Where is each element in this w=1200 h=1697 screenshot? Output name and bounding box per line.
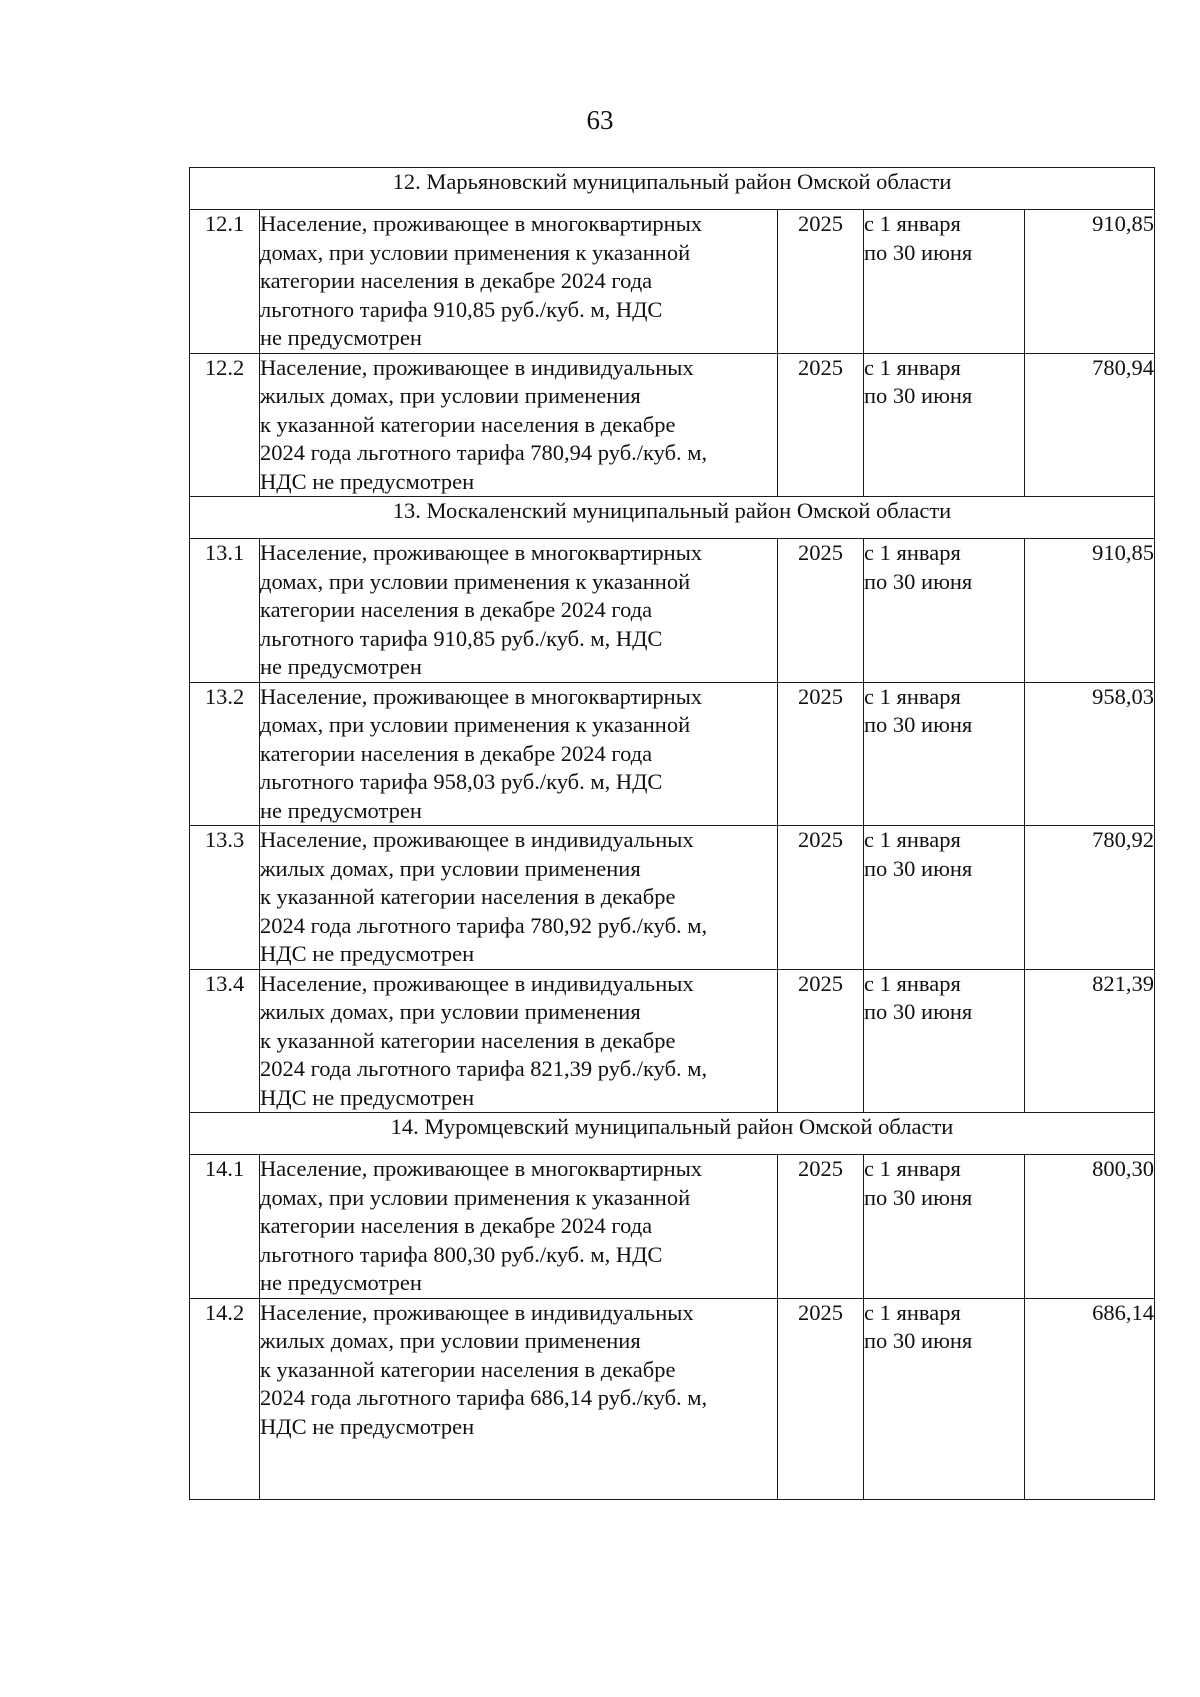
section-title: 13. Москаленский муниципальный район Омской области — [190, 497, 1155, 539]
category-text-line: домах, при условии применения к указанной — [260, 1184, 691, 1210]
consumer-category — [260, 353, 778, 497]
tariff-value: 780,94 — [1025, 353, 1155, 497]
category-text-line: к указанной категории населения в декабре — [260, 411, 676, 437]
category-text-line: Население, проживающее в многоквартирных — [260, 211, 703, 236]
year: 2025 — [778, 539, 864, 683]
period — [864, 826, 1025, 970]
category-text-line: к указанной категории населения в декабре — [260, 884, 676, 909]
category-text-line: Население, проживающее в индивидуальных — [260, 827, 694, 852]
category-text-line: домах, при условии применения к указанной — [260, 712, 691, 737]
category-text-line: льготного тарифа 800,30 руб./куб. м, НДС — [260, 1241, 663, 1267]
section-header-row — [190, 1113, 1155, 1155]
category-text-line: 2024 года льготного тарифа 686,14 руб./куб. м, — [260, 1385, 708, 1410]
row-number: 13.3 — [190, 826, 260, 970]
year: 2025 — [778, 1155, 864, 1299]
category-text-line: категории населения в декабре 2024 года — [260, 1213, 653, 1238]
year: 2025 — [778, 969, 864, 1113]
row-number: 12.1 — [190, 210, 260, 354]
category-text-line: льготного тарифа 910,85 руб./куб. м, НДС — [260, 625, 663, 651]
category-text-line: домах, при условии применения к указанной — [260, 568, 691, 594]
category-text-line: к указанной категории населения в декабре — [260, 1356, 676, 1382]
tariff-table-body — [190, 168, 1155, 1500]
tariff-value: 910,85 — [1025, 539, 1155, 683]
table-row — [190, 210, 1155, 354]
period-to: по 30 июня — [864, 1184, 973, 1210]
section-title: 14. Муромцевский муниципальный район Омской области — [190, 1113, 1155, 1155]
period-from: с 1 января — [864, 1156, 961, 1181]
consumer-category — [260, 826, 778, 970]
tariff-value: 821,39 — [1025, 969, 1155, 1113]
category-text-line: жилых домах, при условии применения — [260, 383, 641, 408]
period — [864, 353, 1025, 497]
row-number: 14.2 — [190, 1298, 260, 1500]
period-from: с 1 января — [864, 211, 961, 236]
consumer-category — [260, 969, 778, 1113]
consumer-category — [260, 539, 778, 683]
row-number: 12.2 — [190, 353, 260, 497]
category-text-line: Население, проживающее в многоквартирных — [260, 1156, 703, 1181]
category-text-line: категории населения в декабре 2024 года — [260, 740, 653, 766]
category-text-line: 2024 года льготного тарифа 821,39 руб./куб. м, — [260, 1056, 708, 1081]
table-row — [190, 539, 1155, 683]
row-number: 13.2 — [190, 682, 260, 826]
period-to: по 30 июня — [864, 1328, 973, 1353]
category-text-line: 2024 года льготного тарифа 780,94 руб./куб. м, — [260, 440, 708, 465]
section-header-row — [190, 168, 1155, 210]
category-text-line: к указанной категории населения в декабре — [260, 1027, 676, 1053]
table-row — [190, 1298, 1155, 1500]
period-to: по 30 июня — [864, 568, 973, 594]
tariff-value: 910,85 — [1025, 210, 1155, 354]
period-to: по 30 июня — [864, 383, 973, 408]
period-from: с 1 января — [864, 1299, 961, 1325]
period — [864, 539, 1025, 683]
category-text-line: Население, проживающее в индивидуальных — [260, 1299, 694, 1325]
period-from: с 1 января — [864, 540, 961, 565]
year: 2025 — [778, 210, 864, 354]
category-text-line: Население, проживающее в индивидуальных — [260, 354, 694, 380]
table-row — [190, 1155, 1155, 1299]
consumer-category — [260, 1155, 778, 1299]
category-text-line: категории населения в декабре 2024 года — [260, 597, 653, 622]
row-number: 14.1 — [190, 1155, 260, 1299]
period-from: с 1 января — [864, 683, 961, 709]
year: 2025 — [778, 353, 864, 497]
tariff-value: 686,14 — [1025, 1298, 1155, 1500]
consumer-category — [260, 682, 778, 826]
period-to: по 30 июня — [864, 999, 973, 1024]
period — [864, 210, 1025, 354]
period — [864, 1155, 1025, 1299]
category-text-line: НДС не предусмотрен — [260, 1413, 475, 1439]
period-from: с 1 января — [864, 827, 961, 852]
table-row — [190, 826, 1155, 970]
table-row — [190, 682, 1155, 826]
category-text-line: Население, проживающее в многоквартирных — [260, 683, 703, 709]
section-title: 12. Марьяновский муниципальный район Омской области — [190, 168, 1155, 210]
period — [864, 682, 1025, 826]
category-text-line: НДС не предусмотрен — [260, 468, 475, 494]
category-text-line: не предусмотрен — [260, 654, 422, 679]
category-text-line: НДС не предусмотрен — [260, 941, 475, 966]
page-number: 63 — [586, 105, 614, 135]
tariff-value: 958,03 — [1025, 682, 1155, 826]
consumer-category — [260, 210, 778, 354]
category-text-line: категории населения в декабре 2024 года — [260, 268, 653, 293]
tariff-value: 800,30 — [1025, 1155, 1155, 1299]
category-text-line: домах, при условии применения к указанной — [260, 239, 691, 265]
year: 2025 — [778, 682, 864, 826]
category-text-line: Население, проживающее в индивидуальных — [260, 970, 694, 996]
category-text-line: Население, проживающее в многоквартирных — [260, 540, 703, 565]
year: 2025 — [778, 1298, 864, 1500]
category-text-line: льготного тарифа 958,03 руб./куб. м, НДС — [260, 769, 663, 794]
consumer-category — [260, 1298, 778, 1500]
table-row — [190, 969, 1155, 1113]
period-from: с 1 января — [864, 354, 961, 380]
period — [864, 969, 1025, 1113]
category-text-line: не предусмотрен — [260, 797, 422, 823]
row-number: 13.1 — [190, 539, 260, 683]
category-text-line: 2024 года льготного тарифа 780,92 руб./куб. м, — [260, 912, 708, 938]
period-from: с 1 января — [864, 970, 961, 996]
category-text-line: НДС не предусмотрен — [260, 1084, 475, 1110]
category-text-line: не предусмотрен — [260, 1270, 422, 1295]
period-to: по 30 июня — [864, 239, 973, 265]
tariff-value: 780,92 — [1025, 826, 1155, 970]
tariff-table — [189, 167, 1155, 1500]
period-to: по 30 июня — [864, 855, 973, 881]
category-text-line: жилых домах, при условии применения — [260, 1328, 641, 1353]
category-text-line: не предусмотрен — [260, 325, 422, 350]
category-text-line: льготного тарифа 910,85 руб./куб. м, НДС — [260, 296, 663, 322]
period — [864, 1298, 1025, 1500]
row-number: 13.4 — [190, 969, 260, 1113]
section-header-row — [190, 497, 1155, 539]
category-text-line: жилых домах, при условии применения — [260, 999, 641, 1024]
category-text-line: жилых домах, при условии применения — [260, 855, 641, 881]
period-to: по 30 июня — [864, 712, 973, 737]
table-row — [190, 353, 1155, 497]
year: 2025 — [778, 826, 864, 970]
